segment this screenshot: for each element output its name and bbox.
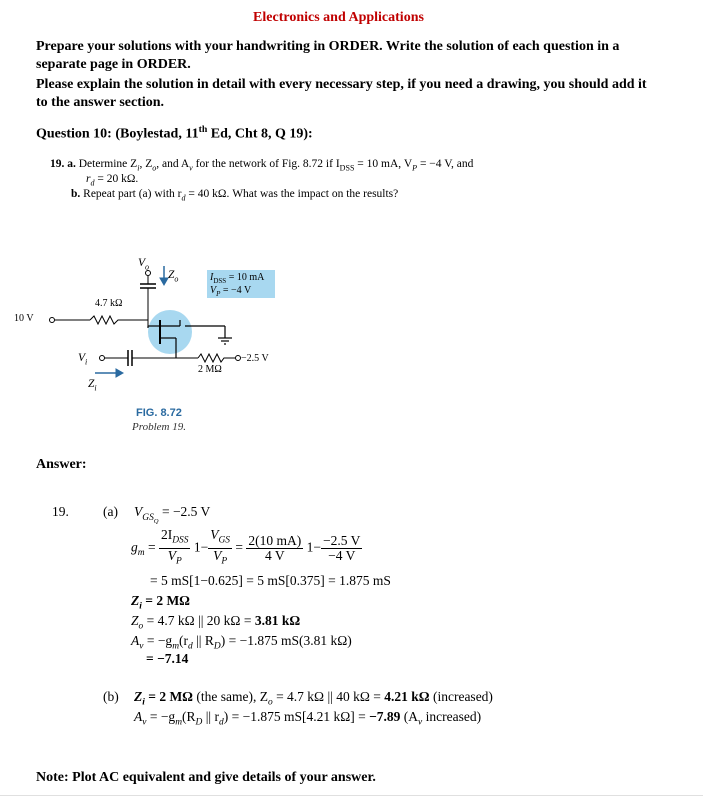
answer-number: 19. — [52, 504, 69, 519]
fig-vo-label: $V_o$ — [138, 257, 150, 272]
vi-terminal — [100, 356, 105, 361]
fig-idss-label: $I_{DSS} = 10$ mA — [210, 272, 265, 285]
bottom-divider — [0, 795, 703, 796]
answer-vgsq: $V_{GS_Q} = -2.5$ V — [134, 504, 211, 525]
note-text: Note: Plot AC equivalent and give details of your answer. — [36, 770, 376, 785]
answer-av-result: = −7.14 — [146, 651, 189, 666]
fig-rg-label: 2 MΩ — [198, 364, 222, 375]
answer-label: Answer: — [36, 457, 87, 472]
figure-subcaption: Problem 19. — [132, 421, 186, 433]
fig-supply-label: 10 V — [14, 313, 34, 324]
vgg-terminal — [236, 356, 241, 361]
answer-part-a-label: (a) — [103, 504, 118, 519]
answer-b-av: $A_v = -g_m(R_D$ || $r_d) = -1.875$ mS[4.21 kΩ] = −7.89 ($A_v$ increased) — [134, 709, 482, 728]
fig-vgg-label: −2.5 V — [241, 353, 269, 364]
fig-zi-label: $Z_i$ — [88, 378, 97, 393]
instruction-1: Prepare your solutions with your handwriting in ORDER. Write the solution of each question in a separate page in ORDER. — [36, 39, 620, 72]
jfet-highlight — [148, 310, 192, 354]
answer-part-b-label: (b) — [103, 689, 119, 704]
question-heading: Question 10: (Boylestad, 11th Ed, Cht 8, Q 19): — [36, 124, 313, 142]
figure-caption: FIG. 8.72 — [136, 407, 182, 419]
supply-terminal — [50, 318, 55, 323]
problem-part-a: 19. a. Determine $Z_i$, $Z_o$, and $A_v$ for the network of Fig. 8.72 if $I_{DSS} = 10$ mA, $V_P = -4$ V, and — [50, 158, 474, 173]
answer-zo: $Z_o = 4.7$ kΩ || 20 kΩ = 3.81 kΩ — [131, 613, 301, 632]
fig-zo-label: $Z_o$ — [168, 269, 179, 284]
problem-part-b: b. Repeat part (a) with $r_d = 40$ kΩ. What was the impact on the results? — [71, 188, 399, 203]
answer-av: $A_v = -g_m(r_d$ || $R_D) = -1.875$ mS(3.81 kΩ) — [131, 633, 352, 652]
fig-vi-label: $V_i$ — [78, 352, 88, 367]
answer-gm-equation: $g_m$ = $\frac{2I_{DSS}}{V_P}$ 1− $\frac{V_{GS}}{V_P}$ = $\frac{2(10 mA)}{4 V}$ 1− $\frac{-2.5 V}{-4 V}$ — [131, 527, 361, 567]
fig-rd-label: 4.7 kΩ — [95, 298, 123, 309]
instruction-2: Please explain the solution in detail with every necessary step, if you need a drawing, you should add it to the answer section. — [36, 77, 647, 110]
answer-zi: $Z_i = 2$ MΩ — [131, 593, 190, 612]
problem-part-a-line2: $r_d = 20$ kΩ. — [86, 173, 139, 188]
fig-vp-label: $V_P = -4$ V — [210, 285, 252, 298]
answer-gm-result: = 5 mS[1−0.625] = 5 mS[0.375] = 1.875 mS — [150, 573, 391, 588]
answer-b-zi-zo: $Z_i = 2$ MΩ (the same), $Z_o = 4.7$ kΩ || 40 kΩ = 4.21 kΩ (increased) — [134, 689, 493, 708]
page-title: Electronics and Applications — [253, 10, 424, 25]
